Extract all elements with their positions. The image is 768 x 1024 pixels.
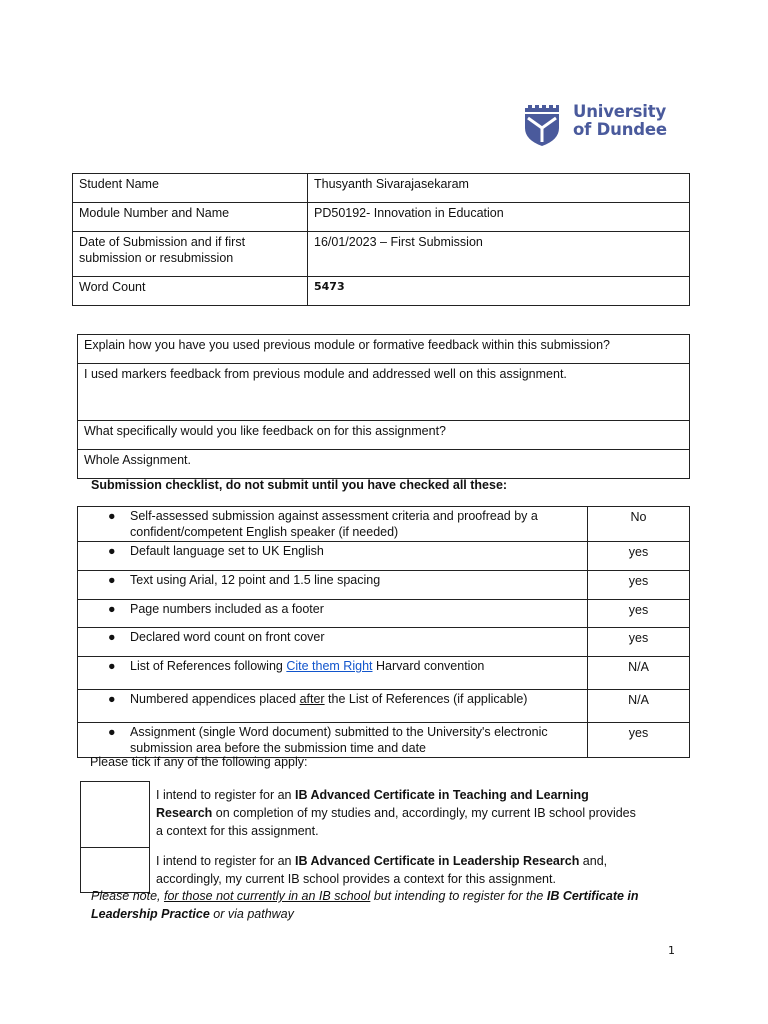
checklist-item bbox=[78, 690, 588, 723]
bullet-icon: ● bbox=[108, 573, 116, 587]
checklist-item-text: Self-assessed submission against assessment criteria and proofread by a confident/competent English speaker (if needed) bbox=[130, 509, 538, 539]
option-bold-text: IB Advanced Certificate in Leadership Research bbox=[294, 853, 580, 868]
label-submission-date: Date of Submission and if first submission or resubmission bbox=[73, 232, 308, 277]
checklist-item bbox=[78, 571, 588, 600]
note-part: Please note, bbox=[91, 889, 164, 903]
feedback-table bbox=[77, 334, 690, 479]
feedback-answer-2: Whole Assignment. bbox=[78, 450, 690, 479]
table-row bbox=[78, 723, 690, 758]
checklist-answer: yes bbox=[588, 600, 690, 628]
table-row bbox=[78, 657, 690, 690]
checklist-item-text: List of References following bbox=[130, 659, 287, 673]
label-module: Module Number and Name bbox=[73, 203, 308, 232]
bullet-icon: ● bbox=[108, 602, 116, 616]
tick-box-leadership[interactable] bbox=[81, 848, 150, 893]
bullet-icon: ● bbox=[108, 509, 116, 523]
student-info-table bbox=[72, 173, 690, 306]
checklist-item-text: the List of References (if applicable) bbox=[324, 692, 528, 706]
bullet-icon: ● bbox=[108, 659, 116, 673]
tick-option-leadership bbox=[150, 848, 643, 893]
option-text: I intend to register for an bbox=[156, 787, 295, 802]
checklist-item-text: Harvard convention bbox=[372, 659, 485, 673]
university-crest-icon bbox=[522, 104, 562, 146]
value-module: PD50192- Innovation in Education bbox=[308, 203, 690, 232]
checklist-item-text: Text using Arial, 12 point and 1.5 line spacing bbox=[130, 573, 381, 587]
page-number: 1 bbox=[668, 944, 675, 957]
underlined-word: after bbox=[299, 692, 325, 706]
value-word-count: 5473 bbox=[308, 277, 690, 306]
checklist-item bbox=[78, 723, 588, 758]
checklist-title: Submission checklist, do not submit until you have checked all these: bbox=[91, 478, 508, 492]
bullet-icon: ● bbox=[108, 544, 116, 558]
checklist-item-text: Assignment (single Word document) submitted to the University's electronic submission area before the submission time and date bbox=[130, 725, 548, 755]
university-logo bbox=[522, 104, 682, 148]
table-row bbox=[73, 174, 690, 203]
table-row bbox=[78, 335, 690, 364]
note-text bbox=[91, 887, 651, 923]
checklist-answer: N/A bbox=[588, 690, 690, 723]
checklist-answer: yes bbox=[588, 723, 690, 758]
table-row bbox=[78, 450, 690, 479]
checklist-answer: No bbox=[588, 507, 690, 542]
option-text: on completion of my studies and, accordingly, my current IB school provides a context for this assignment. bbox=[156, 805, 636, 838]
value-submission-date: 16/01/2023 – First Submission bbox=[308, 232, 690, 277]
table-row bbox=[78, 542, 690, 571]
tick-title: Please tick if any of the following apply: bbox=[90, 755, 308, 769]
checklist-item bbox=[78, 657, 588, 690]
checklist-answer: N/A bbox=[588, 657, 690, 690]
note-underline: for those not currently in an IB school bbox=[163, 889, 371, 903]
feedback-answer-1: I used markers feedback from previous module and addressed well on this assignment. bbox=[78, 364, 690, 421]
cite-them-right-link[interactable]: Cite them Right bbox=[286, 659, 373, 673]
table-row bbox=[78, 600, 690, 628]
tick-box-teaching[interactable] bbox=[81, 782, 150, 848]
label-student-name: Student Name bbox=[73, 174, 308, 203]
table-row bbox=[78, 690, 690, 723]
logo-line2: of Dundee bbox=[573, 120, 667, 139]
checklist-item bbox=[78, 600, 588, 628]
tick-options-table bbox=[80, 781, 643, 893]
checklist-answer: yes bbox=[588, 542, 690, 571]
checklist-answer: yes bbox=[588, 571, 690, 600]
checklist-item-text: Default language set to UK English bbox=[130, 544, 324, 558]
table-row bbox=[81, 848, 643, 893]
bullet-icon: ● bbox=[108, 692, 116, 706]
checklist-item bbox=[78, 507, 588, 542]
table-row bbox=[73, 232, 690, 277]
checklist-item-text: Numbered appendices placed bbox=[130, 692, 300, 706]
table-row bbox=[78, 507, 690, 542]
tick-option-teaching bbox=[150, 782, 643, 848]
table-row bbox=[73, 277, 690, 306]
checklist-item bbox=[78, 628, 588, 657]
checklist-item-text: Declared word count on front cover bbox=[130, 630, 325, 644]
value-student-name: Thusyanth Sivarajasekaram bbox=[308, 174, 690, 203]
label-word-count: Word Count bbox=[73, 277, 308, 306]
option-bold-text: IB Advanced Certificate in Teaching and Learning Research bbox=[156, 787, 589, 820]
table-row bbox=[78, 421, 690, 450]
bullet-icon: ● bbox=[108, 630, 116, 644]
option-text: I intend to register for an bbox=[156, 853, 295, 868]
table-row bbox=[78, 364, 690, 421]
feedback-question-2: What specifically would you like feedback on for this assignment? bbox=[78, 421, 690, 450]
note-bold: IB Certificate in Leadership Practice bbox=[91, 889, 639, 921]
feedback-question-1: Explain how you have you used previous module or formative feedback within this submission? bbox=[78, 335, 690, 364]
table-row bbox=[73, 203, 690, 232]
table-row bbox=[81, 782, 643, 848]
table-row bbox=[78, 628, 690, 657]
table-row bbox=[78, 571, 690, 600]
submission-checklist-table bbox=[77, 506, 690, 758]
note-part: but intending to register for the bbox=[370, 889, 547, 903]
note-part: or via pathway bbox=[209, 907, 294, 921]
checklist-item-text: Page numbers included as a footer bbox=[130, 602, 324, 616]
checklist-item bbox=[78, 542, 588, 571]
option-text: and, accordingly, my current IB school provides a context for this assignment. bbox=[156, 853, 608, 886]
university-name bbox=[573, 103, 667, 139]
bullet-icon: ● bbox=[108, 725, 116, 739]
logo-line1: University bbox=[573, 102, 667, 121]
checklist-answer: yes bbox=[588, 628, 690, 657]
